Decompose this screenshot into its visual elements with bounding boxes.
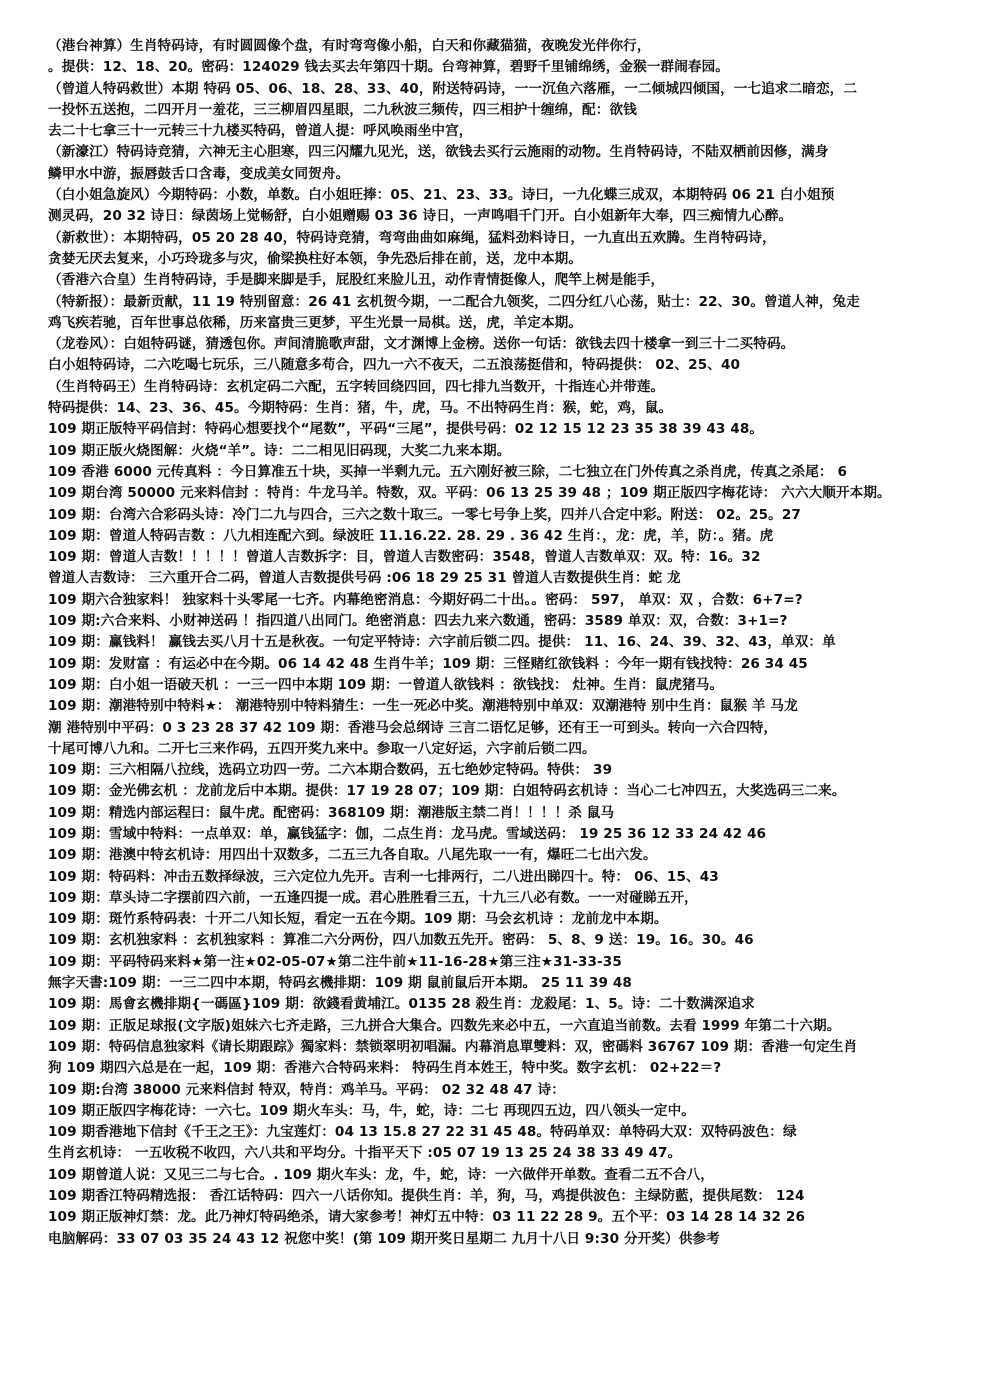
- text-line: [48, 1250, 941, 1271]
- text-line: 109 期六合独家料！ 独家料十头零尾一七齐。内幕绝密消息：今期好码二十出。。密码： 597， 单双：双 ，合数：6+7=?: [48, 591, 803, 608]
- text-line: （白小姐急旋风）今期特码：小数，单数。白小姐旺捧：05、21、23、33。诗曰，一九化蝶三成双，本期特码 06 21 白小姐预: [48, 187, 835, 204]
- text-line: [48, 1314, 941, 1335]
- text-line: 电脑解码：33 07 03 35 24 43 12 祝您中奖！(第 109 期开奖日星期二 九月十八日 9:30 分开奖）供参考: [48, 1230, 720, 1247]
- text-line: 109 期：赢钱料！ 赢钱去买八月十五是秋夜。一句定平特诗：六字前后锁二四。提供： 11、16、24、39、32、43，单双：单: [48, 634, 836, 651]
- text-line: 109 期：曾道人特码吉数 ：八九相连配六到。绿波旺 11.16.22. 28. 29 . 36 42 生肖：，龙：虎，羊，防：。猪。虎: [48, 527, 774, 544]
- text-line: （曾道人特码救世）本期 特码 05、06、18、28、33、40，附送特码诗，一一沉鱼六落雁，一二倾城四倾国，一七追求二暗恋，二: [48, 80, 858, 97]
- text-line: （新濠江）特码诗竞猜，六神无主心胆寒，四三闪耀九见光，送，欲钱去买行云施雨的动物。生肖特码诗，不陆双栖前因修，满身: [48, 144, 829, 161]
- text-line: 109 期香江特码精选报： 香江话特码：四六一八话你知。提供生肖：羊，狗，马，鸡提供波色：主绿防藍，提供尾数： 124: [48, 1188, 805, 1205]
- text-line: （龙卷风）：白姐特码谜，猜透包你。声间清脆歌声甜，文才渊博上金榜。送你一句话：欲钱去四十楼拿一到三十二买特码。: [48, 336, 795, 353]
- text-line: （新救世）：本期特码，05 20 28 40，特码诗竞猜，弯弯曲曲如麻绳，猛料劲料诗日，一九直出五欢腾。生肖特码诗，: [48, 229, 776, 246]
- text-line: 109 期：玄机独家料 ：玄机独家料 ：算准二六分两份，四八加数五先开。密码： 5、8、9 送：19。16。30。46: [48, 932, 754, 949]
- text-line: 鳞甲水中游，振唇鼓舌口含毒，变成美女同贺舟。: [48, 165, 350, 182]
- text-line: [48, 1271, 941, 1292]
- text-line: 109 期台湾 50000 元来料信封 ：特肖：牛龙马羊。特数，双。平码：06 13 25 39 48 ；109 期正版四字梅花诗： 六六大顺开本期。: [48, 485, 891, 502]
- text-line: 特码提供：14、23、36、45。今期特码：生肖：猪，牛，虎，马。不出特码生肖：猴，蛇，鸡，鼠。: [48, 400, 673, 417]
- text-line: 去二十七拿三十一元转三十九楼买特码，曾道人提：呼风唤雨坐中宫，: [48, 123, 473, 140]
- text-line: 109 期：特码料：冲击五数择绿波，三六定位九先开。吉利一七排两行，二八进出睇四十。特： 06、15、43: [48, 868, 719, 885]
- text-line: 曾道人吉数诗： 三六重开合二码，曾道人吉数提供号码 :06 18 29 25 31 曾道人吉数提供生肖：蛇 龙: [48, 570, 681, 587]
- text-line: 109 期正版特平码信封：特码心想要找个“尾数”，平码“三尾”，提供号码：02 12 15 12 23 35 38 39 43 48。: [48, 421, 764, 438]
- text-line: 109 期曾道人说：又见三二与七合。. 109 期火车头：龙，牛，蛇，诗：一六做伴开单数。查看二五不合八，: [48, 1166, 714, 1183]
- text-line: 鸡飞疾若驰，百年世事总依稀，历来富贵三更梦，平生光景一局棋。送，虎，羊定本期。: [48, 314, 583, 331]
- text-line: 贪婪无厌去复来，小巧玲珑多与灾，偷梁换柱好本领，争先恐后排在前，送，龙中本期。: [48, 250, 583, 267]
- text-line: 109 期：港澳中特玄机诗：用四出十双数多，二五三九各自取。八尾先取一一有，爆旺二七出六发。: [48, 847, 657, 864]
- text-line: 109 期：平码特码来料★第一注★02-05-07★第二注牛前★11-16-28★第三注★31-33-35: [48, 953, 622, 970]
- text-line: 109 期：金光佛玄机 ：龙前龙后中本期。提供：17 19 28 07；109 期：白姐特码玄机诗 ：当心二七冲四五，大奖选码三二来。: [48, 783, 846, 800]
- text-line: 十尾可博八九和。二开七三来作码，五四开奖九来中。参取一八定好运，六字前后锁二四。: [48, 740, 596, 757]
- text-line: 。提供：12、18、20。密码：124029 钱去买去年第四十期。台弯神算，碧野千里铺绵绣，金猴一群闹春园。: [48, 59, 729, 76]
- text-line: 测灵码，20 32 诗日：绿茵场上觉畅舒，白小姐赠赐 03 36 诗日，一声鸣唱千门开。白小姐新年大奉，四三痴情九心醉。: [48, 208, 793, 225]
- text-line: （香港六合皇）生肖特码诗，手是脚来脚是手，屁股红来脸儿丑，动作青情挺像人，爬竿上树是能手，: [48, 272, 665, 289]
- text-line: 109 期：草头诗二字摆前四六前，一五逢四提一成。君心胜胜看三五，十九三八必有数。一一对碰睇五开，: [48, 889, 698, 906]
- text-line: 109 期：正版足球报(文字版)姐妹六七齐走路，三九拼合大集合。四数先来必中五，一六直追当前数。去看 1999 年第二十六期。: [48, 1017, 841, 1034]
- text-line: 109 期：白小姐一语破天机 ：一三一四中本期 109 期：一曾道人欲钱料 ：欲钱找： 灶神。生肖：鼠虎猪马。: [48, 676, 724, 693]
- text-line: 潮 港特别中平码：0 3 23 28 37 42 109 期：香港马会总纲诗 三言二语忆足够，还有王一可到头。转向一六合四特，: [48, 719, 778, 736]
- text-line: 狗 109 期四六总是在一起，109 期：香港六合特码来料： 特码生肖本姓王，特中奖。数字玄机： 02+22＝?: [48, 1060, 722, 1077]
- text-line: 109 期：斑竹系特码表：十开二八知长短，看定一五在今期。109 期：马会玄机诗 ：龙前龙中本期。: [48, 911, 668, 928]
- text-line: 109 期正版神灯禁：龙。此乃神灯特码绝杀，请大家参考！神灯五中特：03 11 22 28 9。五个平：03 14 28 14 32 26: [48, 1209, 806, 1226]
- text-line: 109 期：雪域中特料：一点单双：单，赢钱猛字：伽，二点生肖：龙马虎。雪域送码： 19 25 36 12 33 24 42 46: [48, 825, 767, 842]
- text-line: 109 期：精选内部运程曰：鼠牛虎。配密码：368109 期：潮港版主禁二肖！！！！杀 鼠马: [48, 804, 615, 821]
- text-line: 109 期：三六相隔八拉线，选码立功四一劳。二六本期合数码，五七绝妙定特码。特供： 39: [48, 762, 613, 779]
- text-line: 109 期香港地下信封《千王之王》：九宝莲灯：04 13 15.8 27 22 31 45 48。特码单双：单特码大双：双特码波色：绿: [48, 1124, 797, 1141]
- text-line: 109 香港 6000 元传真料 ：今日算准五十块，买掉一半剩九元。五六刚好被三除，二七独立在门外传真之杀肖虎，传真之杀尾： 6: [48, 463, 848, 480]
- text-line: 109 期:六合来料、小财神送码 ！指四道八出同门。绝密消息：四去九来六数通，密码：3589 单双：双，合数：3+1=?: [48, 613, 788, 630]
- text-line: 109 期：馬會玄機排期{一碼區}109 期：欲錢看黄埔江。0135 28 殺生肖：龙殺尾：1、5。诗：二十数满深追求: [48, 996, 755, 1013]
- text-line: 109 期：台湾六合彩码头诗：冷门二九与四合，三六之数十取三。一零七号争上奖，四并八合定中彩。附送： 02。25。27: [48, 506, 801, 523]
- text-line: （特新报）：最新贡献，11 19 特别留意：26 41 玄机贺今期，一二配合九领奖，二四分红八心荡，贴士：22、30。曾道人神，兔走: [48, 293, 860, 310]
- text-line: （港台神算）生肖特码诗，有时圆圆像个盘，有时弯弯像小船，白天和你藏猫猫，夜晚发光伴你行，: [48, 38, 651, 54]
- text-line: 109 期:台湾 38000 元来料信封 特双，特肖：鸡羊马。平码： 02 32 48 47 诗：: [48, 1081, 565, 1098]
- text-line: 109 期：特码信息独家料《请长期跟踪》獨家料：禁锁翠明初唱漏。内幕消息單雙料：双，密碼料 36767 109 期：香港一句定生肖: [48, 1038, 858, 1055]
- text-line: [48, 1293, 941, 1314]
- text-line: 109 期正版四字梅花诗：一六七。109 期火车头：马，牛，蛇，诗：二七 再现四五边，四八领头一定中。: [48, 1102, 695, 1119]
- text-line: 109 期：发财富 ：有运必中在今期。06 14 42 48 生肖牛羊；109 期：三怪赌红欲钱料 ：今年一期有钱找特：26 34 45: [48, 655, 808, 672]
- text-line: 無字天書:109 期：一三二四中本期，特码玄機排期：109 期 鼠前鼠后开本期。 25 11 39 48: [48, 975, 632, 992]
- text-line: 109 期正版火烧图解：火烧“羊”。诗：二二相见旧码现，大奖二九来本期。: [48, 442, 511, 459]
- text-line: 白小姐特码诗，二六吃喝七玩乐，三八随意多苟合，四九一六不夜天，二五浪荡挺借和，特码提供： 02、25、40: [48, 357, 741, 374]
- text-line: 生肖玄机诗： 一五收税不收四，六八共和平均分。十指平天下 :05 07 19 13 25 24 38 33 49 47。: [48, 1145, 682, 1162]
- text-line: 109 期：潮港特别中特料★： 潮港特别中特料猜生：一生一死必中奖。潮港特别中单双：双潮港特 别中生肖：鼠猴 羊 马龙: [48, 698, 798, 715]
- text-line: 一投怀五送抱，二四开月一羞花，三三柳眉四星眼，二九秋波三频传，四三相护十缠绵，配：欲钱: [48, 101, 637, 118]
- text-line: 109 期：曾道人吉数！！！！！曾道人吉数拆字：目，曾道人吉数密码：3548，曾道人吉数单双：双。特：16。32: [48, 549, 761, 566]
- text-line: （生肖特码王）生肖特码诗：玄机定码二六配，五字转回绕四回，四七排九当数开，十指连心并带莲。: [48, 378, 665, 395]
